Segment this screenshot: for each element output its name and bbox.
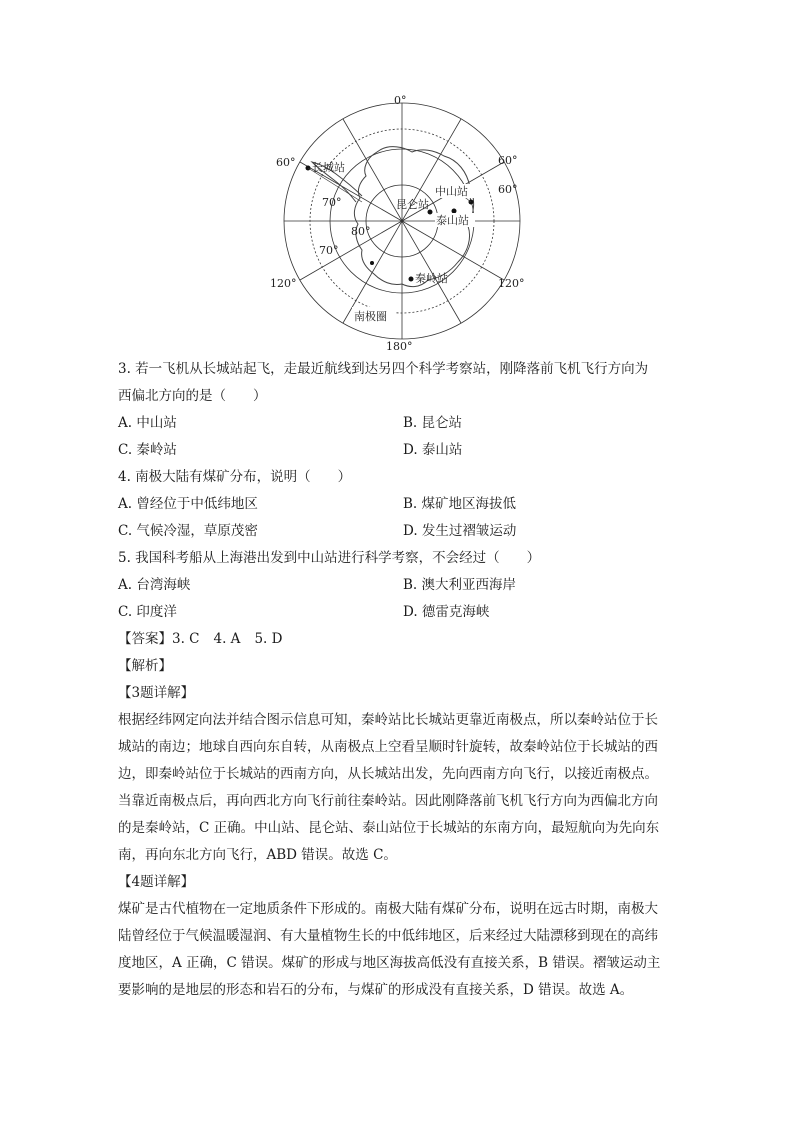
longitude-120e-label: 120° [498, 277, 525, 290]
option-d: D. 发生过褶皱运动 [403, 523, 517, 539]
answer-item: 4. A [213, 631, 241, 647]
longitude-0-label: 0° [394, 94, 407, 107]
paragraph-line: 根据经纬网定向法并结合图示信息可知，秦岭站比长城站更靠近南极点，所以秦岭站位于长 [118, 712, 658, 728]
section-title: 【4题详解】 [118, 874, 195, 890]
changcheng-station-label: 长城站 [312, 161, 345, 174]
question-3 [118, 356, 678, 464]
map-small-marker [370, 261, 374, 265]
option-b: B. 昆仑站 [403, 415, 463, 431]
paragraph-line: 南，再向东北方向飞行，ABD 错误。故选 C。 [118, 847, 397, 863]
option-b: B. 煤矿地区海拔低 [403, 496, 517, 512]
paragraph-line: 陆曾经位于气候温暖湿润、有大量植物生长的中低纬地区，后来经过大陆漂移到现在的高纬 [118, 928, 658, 944]
paragraph-line: 煤矿是古代植物在一定地质条件下形成的。南极大陆有煤矿分布，说明在远古时期，南极大 [118, 901, 658, 917]
paragraph-line: 度地区，A 正确，C 错误。煤矿的形成与地区海拔高低没有直接关系，B 错误。褶皱运动主 [118, 955, 661, 971]
option-d: D. 德雷克海峡 [403, 604, 490, 620]
option-b: B. 澳大利亚西海岸 [403, 577, 517, 593]
option-d: D. 泰山站 [403, 442, 463, 458]
longitude-60e-label: 60° [498, 154, 518, 167]
taishan-station-label: 泰山站 [436, 214, 469, 227]
map-graticule [284, 103, 520, 339]
latitude-70-label: 70° [322, 196, 342, 209]
taishan-station-marker [452, 209, 457, 214]
kunlun-station-label: 昆仑站 [396, 198, 429, 211]
question-stem-line: 5. 我国科考船从上海港出发到中山站进行科学考察，不会经过（ ） [118, 550, 541, 566]
question-content [118, 356, 678, 1004]
explanation-4 [118, 869, 678, 1004]
option-c: C. 秦岭站 [118, 442, 177, 458]
qinling-station-label: 秦岭站 [415, 272, 448, 285]
latitude-60-label: 60° [498, 183, 518, 196]
options-row [118, 518, 678, 545]
section-title: 【3题详解】 [118, 685, 195, 701]
paragraph-line: 的是秦岭站，C 正确。中山站、昆仑站、泰山站位于长城站的东南方向，最短航向为先向东 [118, 820, 660, 836]
latitude-70-lower-label: 70° [319, 244, 339, 257]
explanation-3 [118, 680, 678, 869]
paragraph-line: 城站的南边；地球自西向东自转，从南极点上空看呈顺时针旋转，故秦岭站位于长城站的西 [118, 739, 658, 755]
option-a: A. 中山站 [118, 415, 177, 431]
zhongshan-station-label: 中山站 [435, 185, 468, 198]
question-stem-line: 3. 若一飞机从长城站起飞，走最近航线到达另四个科学考察站，刚降落前飞机飞行方向为 [118, 361, 649, 377]
antarctica-map [262, 92, 542, 354]
options-row [118, 491, 678, 518]
antarctic-circle-label: 南极圈 [354, 310, 387, 323]
answer-item: 3. C [172, 631, 200, 647]
answer-label: 【答案】 [118, 631, 172, 647]
latitude-80-label: 80° [351, 225, 371, 238]
answer-line [118, 626, 678, 653]
question-5 [118, 545, 678, 626]
options-row [118, 572, 678, 599]
paragraph-line: 边，即秦岭站位于长城站的西南方向，从长城站出发，先向西南方向飞行，以接近南极点。 [118, 766, 658, 782]
longitude-60w-label: 60° [276, 156, 296, 169]
question-stem-line: 西偏北方向的是（ ） [118, 388, 267, 404]
option-c: C. 印度洋 [118, 604, 177, 620]
paragraph-line: 当靠近南极点后，再向西北方向飞行前往秦岭站。因此刚降落前飞机飞行方向为西偏北方向 [118, 793, 658, 809]
question-4 [118, 464, 678, 545]
longitude-120w-label: 120° [270, 277, 297, 290]
option-c: C. 气候冷湿，草原茂密 [118, 523, 258, 539]
analysis-heading: 【解析】 [118, 658, 172, 674]
longitude-180-label: 180° [386, 340, 413, 353]
option-a: A. 台湾海峡 [118, 577, 191, 593]
options-row [118, 437, 678, 464]
qinling-station-marker [409, 277, 414, 282]
answer-item: 5. D [254, 631, 283, 647]
paragraph-line: 要影响的是地层的形态和岩石的分布，与煤矿的形成没有直接关系，D 错误。故选 A。 [118, 982, 634, 998]
question-stem-line: 4. 南极大陆有煤矿分布，说明（ ） [118, 469, 352, 485]
option-a: A. 曾经位于中低纬地区 [118, 496, 258, 512]
options-row [118, 599, 678, 626]
options-row [118, 410, 678, 437]
